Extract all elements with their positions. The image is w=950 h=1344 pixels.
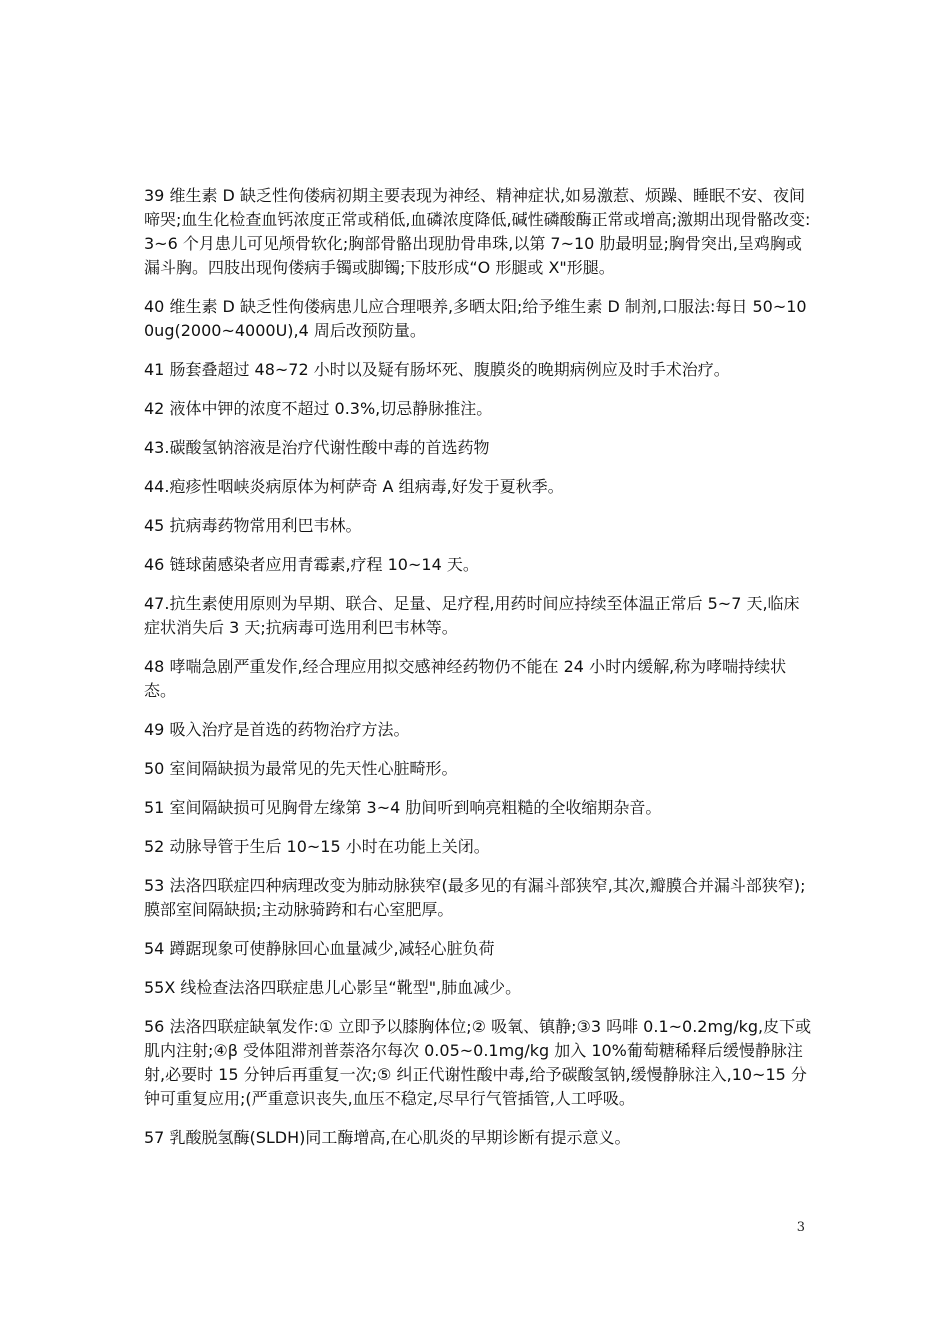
paragraph-54: 54 蹲踞现象可使静脉回心血量减少,减轻心脏负荷 bbox=[144, 939, 495, 958]
paragraph-51: 51 室间隔缺损可见胸骨左缘第 3~4 肋间听到响亮粗糙的全收缩期杂音。 bbox=[144, 798, 662, 817]
paragraph-43: 43.碳酸氢钠溶液是治疗代谢性酸中毒的首选药物 bbox=[144, 438, 490, 457]
paragraph-44: 44.疱疹性咽峡炎病原体为柯萨奇 A 组病毒,好发于夏秋季。 bbox=[144, 477, 564, 496]
page-body bbox=[144, 184, 812, 1165]
paragraph-46: 46 链球菌感染者应用青霉素,疗程 10~14 天。 bbox=[144, 555, 479, 574]
paragraph-41: 41 肠套叠超过 48~72 小时以及疑有肠坏死、腹膜炎的晚期病例应及时手术治疗。 bbox=[144, 360, 730, 379]
paragraph-50: 50 室间隔缺损为最常见的先天性心脏畸形。 bbox=[144, 759, 458, 778]
page-number: 3 bbox=[796, 1220, 805, 1235]
paragraph-56: 56 法洛四联症缺氧发作:① 立即予以膝胸体位;② 吸氧、镇静;③3 吗啡 0.1~0.2mg/kg,皮下或肌内注射;④β 受体阻滞剂普萘洛尔每次 0.05~0.1mg/kg 加入 10%葡萄糖稀释后缓慢静脉注射,必要时 15 分钟后再重复一次;⑤ 纠正代谢性酸中毒,给予碳酸氢钠,缓慢静脉注入,10~15 分钟可重复应用;(严重意识丧失,血压不稳定,尽早行气管插管,人工呼吸。 bbox=[144, 1017, 812, 1108]
paragraph-39: 39 维生素 D 缺乏性佝偻病初期主要表现为神经、精神症状,如易激惹、烦躁、睡眠不安、夜间啼哭;血生化检查血钙浓度正常或稍低,血磷浓度降低,碱性磷酸酶正常或增高;激期出现骨骼改变:3~6 个月患儿可见颅骨软化;胸部骨骼出现肋骨串珠,以第 7~10 肋最明显;胸骨突出,呈鸡胸或漏斗胸。四肢出现佝偻病手镯或脚镯;下肢形成“O 形腿或 X"形腿。 bbox=[144, 186, 811, 277]
paragraph-53: 53 法洛四联症四种病理改变为肺动脉狭窄(最多见的有漏斗部狭窄,其次,瓣膜合并漏斗部狭窄);膜部室间隔缺损;主动脉骑跨和右心室肥厚。 bbox=[144, 876, 806, 919]
paragraph-45: 45 抗病毒药物常用利巴韦林。 bbox=[144, 516, 362, 535]
paragraph-47: 47.抗生素使用原则为早期、联合、足量、足疗程,用药时间应持续至体温正常后 5~7 天,临床症状消失后 3 天;抗病毒可选用利巴韦林等。 bbox=[144, 594, 800, 637]
paragraph-42: 42 液体中钾的浓度不超过 0.3%,切忌静脉推注。 bbox=[144, 399, 493, 418]
paragraph-55: 55X 线检查法洛四联症患儿心影呈“靴型",肺血减少。 bbox=[144, 978, 522, 997]
paragraph-49: 49 吸入治疗是首选的药物治疗方法。 bbox=[144, 720, 410, 739]
paragraph-57: 57 乳酸脱氢酶(SLDH)同工酶增高,在心肌炎的早期诊断有提示意义。 bbox=[144, 1128, 631, 1147]
paragraph-52: 52 动脉导管于生后 10~15 小时在功能上关闭。 bbox=[144, 837, 490, 856]
paragraph-48: 48 哮喘急剧严重发作,经合理应用拟交感神经药物仍不能在 24 小时内缓解,称为哮喘持续状态。 bbox=[144, 657, 787, 700]
paragraph-40: 40 维生素 D 缺乏性佝偻病患儿应合理喂养,多晒太阳;给予维生素 D 制剂,口服法:每日 50~100ug(2000~4000U),4 周后改预防量。 bbox=[144, 297, 807, 340]
